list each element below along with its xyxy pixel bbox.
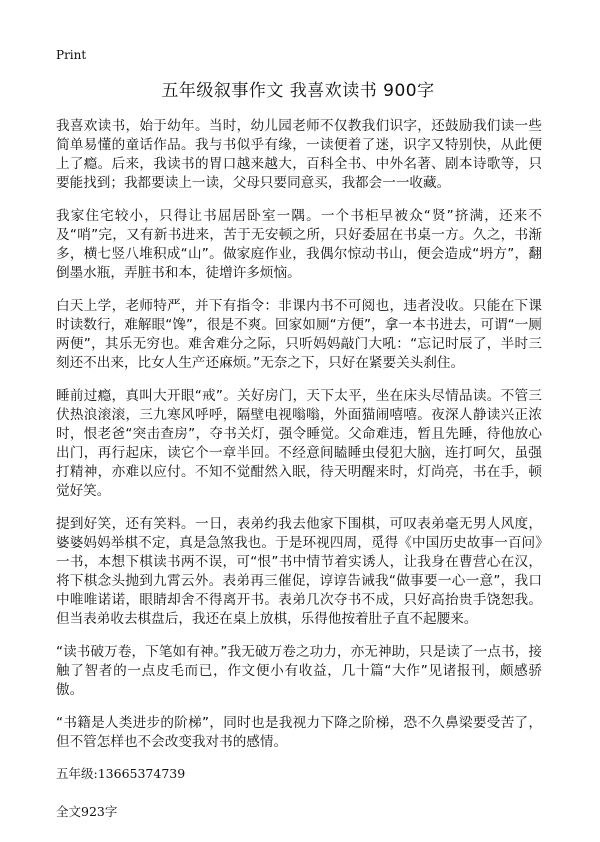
paragraph-1: 我喜欢读书，始于幼年。当时，幼儿园老师不仅教我们识字，还鼓励我们读一些简单易懂的童话作品。我与书似乎有缘，一读便着了迷，识字又特别快，从此便上了瘾。后来，我读书的胃口越来越大，百科全书、中外名著、剧本诗歌等，只要能找到；我都要读上一读，父母只要同意买，我都会一一收藏。 xyxy=(56,118,542,191)
paragraph-3: 白天上学，老师特严，并下有指令：非课内书不可阅也，违者没收。只能在下课时读数行，难解眼“馋”，很是不爽。回家如厕“方便”，拿一本书进去，可谓“一厕两便”，其乐无穷也。难舍难分之际，只听妈妈敲门大吼：“忘记时辰了，半时三刻还不出来，比女人生产还麻烦。”无奈之下，只好在紧要关头刹住。 xyxy=(56,298,542,371)
author-line: 五年级:13665374739 xyxy=(56,766,186,781)
paragraph-5: 提到好笑，还有笑料。一日，表弟约我去他家下围棋，可叹表弟毫无男人风度，婆婆妈妈举棋不定，真是急煞我也。于是环视四周，觅得《中国历史故事一百问》一书，本想下棋读书两不误，可“恨”书中情节着实诱人，让我身在曹营心在汉，将下棋念头抛到九霄云外。表弟再三催促，谆谆告诫我“做事要一心一意”，我口中唯唯诺诺，眼睛却舍不得离开书。表弟几次夺书不成，只好高抬贵手饶恕我。但当表弟收去棋盘后，我还在桌上放棋，乐得他按着肚子直不起腰来。 xyxy=(56,516,542,627)
paragraph-6: “读书破万卷，下笔如有神。”我无破万卷之功力，亦无神助，只是读了一点书，接触了智者的一点皮毛而已，作文便小有收益，几十篇“大作”见诸报刊，颇感骄傲。 xyxy=(56,644,542,698)
print-link[interactable]: Print xyxy=(56,48,87,62)
article-title: 五年级叙事作文 我喜欢读书 900字 xyxy=(161,81,435,101)
paragraph-7: “书籍是人类进步的阶梯”，同时也是我视力下降之阶梯，恐不久鼻梁要受苦了，但不管怎样也不会改变我对书的感情。 xyxy=(56,715,542,750)
word-count: 全文923字 xyxy=(56,804,118,819)
paragraph-4: 睡前过瘾，真叫大开眼“戒”。关好房门，天下太平，坐在床头尽情品读。不管三伏热浪滚滚，三九寒风呼呼，隔壁电视嗡嗡，外面猫闹嘻嘻。夜深人静读兴正浓时，恨老爸“突击查房”，夺书关灯，强令睡觉。父命难违，暂且先睡，待他放心出门，再行起床，读它个一章半回。不经意间瞌睡虫侵犯大脑，连打呵欠，虽强打精神，亦难以应付。不知不觉酣然入眠，待天明醒来时，灯尚亮，书在手，顿觉好笑。 xyxy=(56,388,542,499)
paragraph-2: 我家住宅较小，只得让书屈居卧室一隅。一个书柜早被众“贤”挤满，还来不及“哨”完，又有新书进来，苦于无安顿之所，只好委屈在书桌一方。久之，书渐多，横七竖八堆积成“山”。做家庭作业，我偶尔惊动书山，便会造成“坍方”，翻倒墨水瓶，弄脏书和本，徒增许多烦恼。 xyxy=(56,208,542,281)
article-body xyxy=(56,117,542,842)
